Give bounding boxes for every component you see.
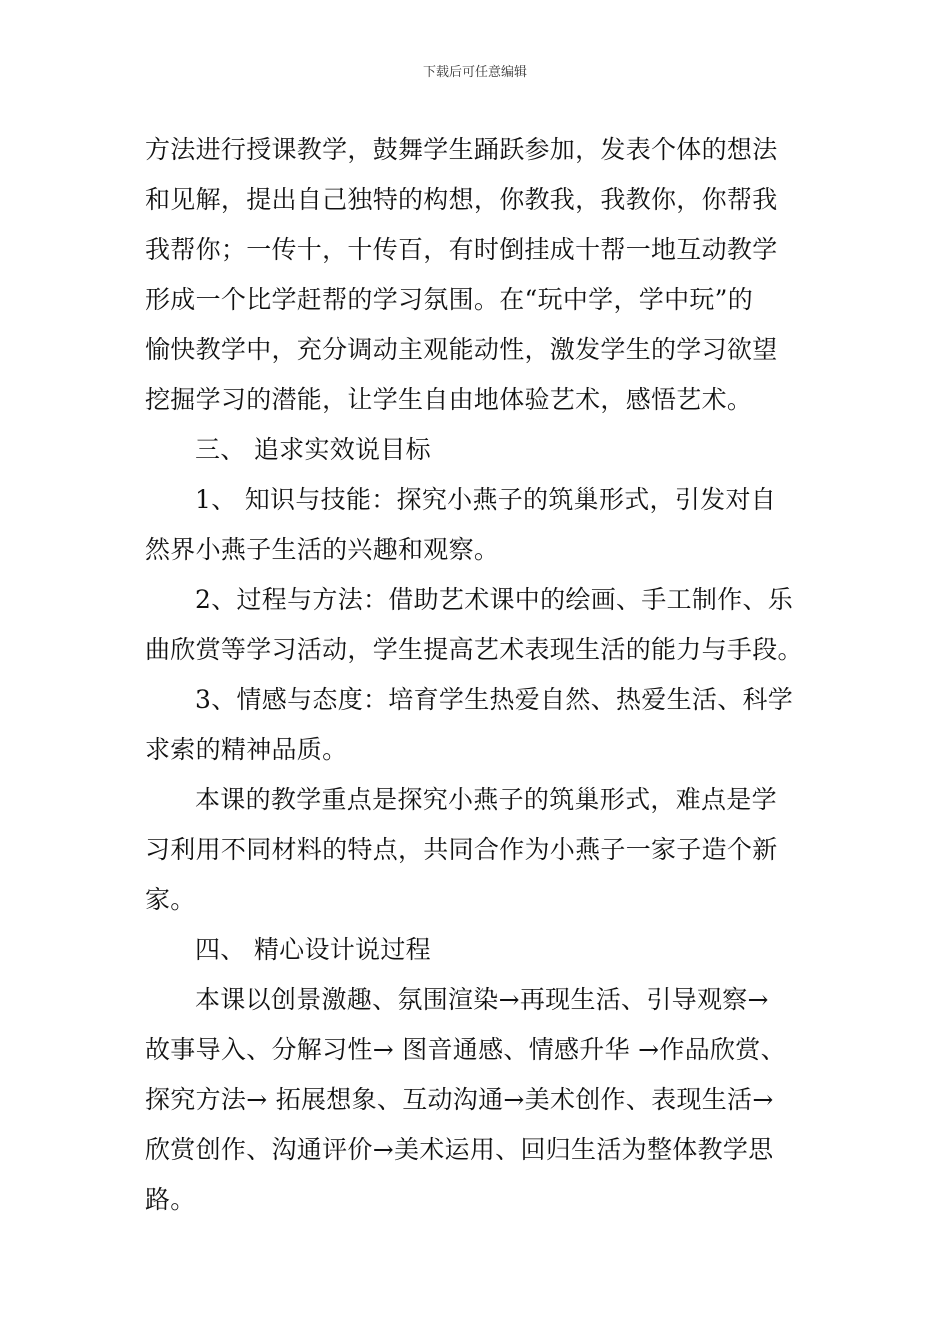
text-line: 本课的教学重点是探究小燕子的筑巢形式，难点是学 — [195, 785, 777, 814]
page-header: 下载后可任意编辑 — [422, 65, 527, 80]
text-line: 求索的精神品质。 — [145, 735, 348, 764]
text-line: 本课以创景激趣、氛围渲染→再现生活、引导观察→ — [195, 985, 769, 1014]
section-heading: 四、 精心设计说过程 — [195, 935, 431, 964]
text-line: 我帮你；一传十，十传百，有时倒挂成十帮一地互动教学 — [145, 235, 778, 264]
text-line: 3、情感与态度：培育学生热爱自然、热爱生活、科学 — [195, 685, 794, 714]
document-body — [145, 125, 810, 1225]
text-line: 习利用不同材料的特点，共同合作为小燕子一家子造个新 — [145, 835, 778, 864]
text-line: 2、过程与方法：借助艺术课中的绘画、手工制作、乐 — [195, 585, 794, 614]
text-line: 探究方法→ 拓展想象、互动沟通→美术创作、表现生活→ — [145, 1085, 774, 1114]
text-line: 故事导入、分解习性→ 图音通感、情感升华 →作品欣赏、 — [145, 1035, 786, 1064]
text-line: 路。 — [145, 1185, 196, 1214]
text-line: 然界小燕子生活的兴趣和观察。 — [145, 535, 500, 564]
text-line: 1、 知识与技能：探究小燕子的筑巢形式，引发对自 — [195, 485, 777, 514]
text-line: 曲欣赏等学习活动，学生提高艺术表现生活的能力与手段。 — [145, 635, 803, 664]
text-line: 愉快教学中，充分调动主观能动性，激发学生的学习欲望 — [145, 335, 778, 364]
text-line: 和见解，提出自己独特的构想，你教我，我教你，你帮我 — [145, 185, 778, 214]
section-heading: 三、 追求实效说目标 — [195, 435, 431, 464]
text-line: 方法进行授课教学，鼓舞学生踊跃参加，发表个体的想法 — [145, 135, 778, 164]
text-line: 欣赏创作、沟通评价→美术运用、回归生活为整体教学思 — [145, 1135, 774, 1164]
text-line: 挖掘学习的潜能，让学生自由地体验艺术，感悟艺术。 — [145, 385, 753, 414]
text-line: 家。 — [145, 885, 196, 914]
text-line: 形成一个比学赶帮的学习氛围。在“玩中学，学中玩”的 — [145, 285, 754, 314]
